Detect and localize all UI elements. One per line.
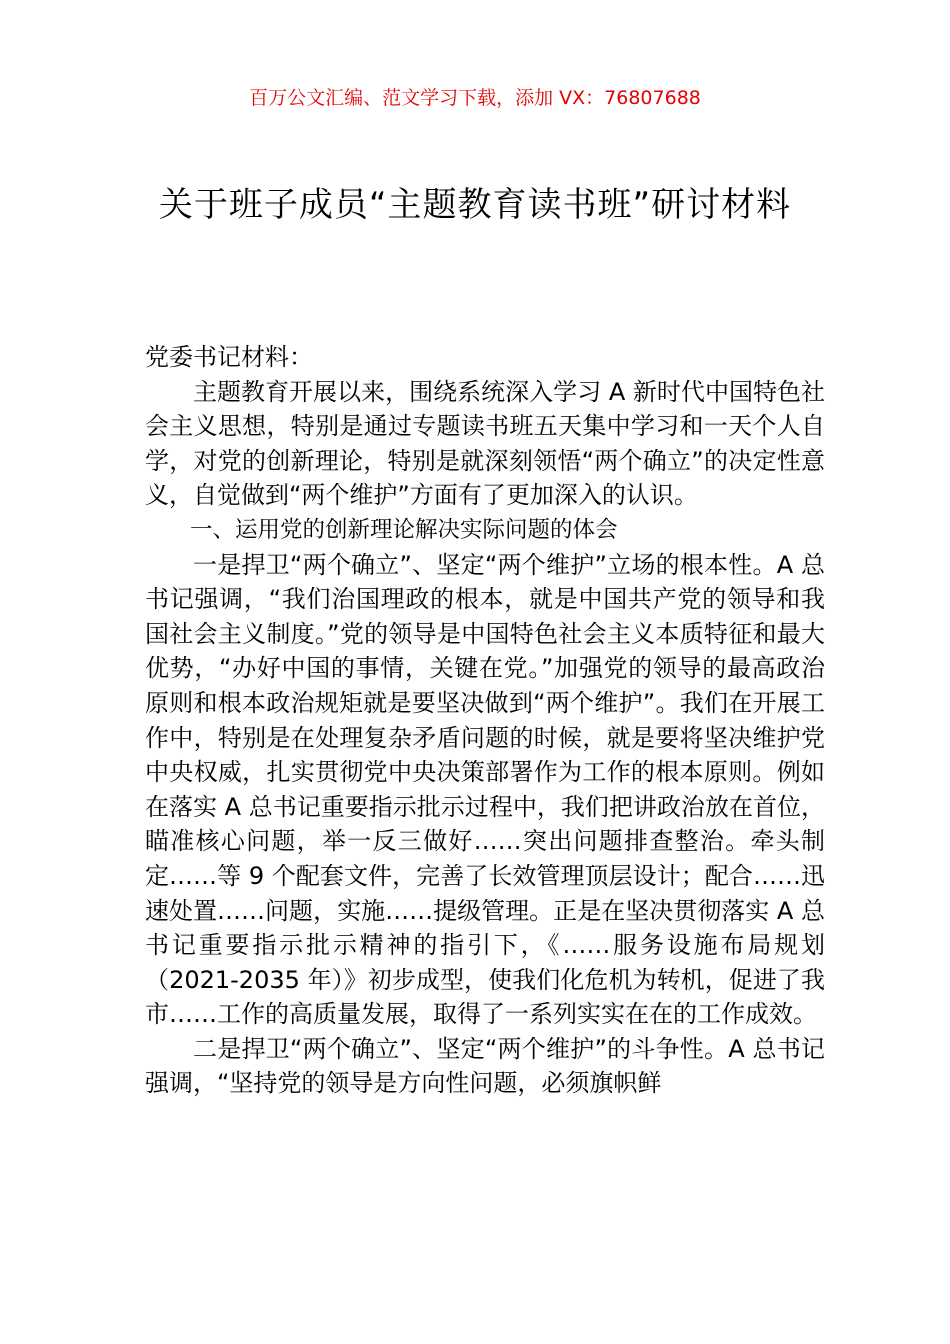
- document-title: 关于班子成员“主题教育读书班”研讨材料: [158, 185, 792, 225]
- body-paragraph: 一是捍卫“两个确立”、坚定“两个维护”立场的根本性。A 总书记强调，“我们治国理政的根本，就是中国共产党的领导和我国社会主义制度。”党的领导是中国特色社会主义本质特征和最大优势，“办好中国的事情，关键在党。”加强党的领导的最高政治原则和根本政治规矩就是要坚决做到“两个维护”。我们在开展工作中，特别是在处理复杂矛盾问题的时候，就是要将坚决维护党中央权威，扎实贯彻党中央决策部署作为工作的根本原则。例如在落实 A 总书记重要指示批示过程中，我们把讲政治放在首位，瞄准核心问题，举一反三做好……突出问题排查整治。牵头制定……等 9 个配套文件，完善了长效管理顶层设计；配合……迅速处置……问题，实施……提级管理。正是在坚决贯彻落实 A 总书记重要指示批示精神的指引下，《……服务设施布局规划（2021-2035 年）》初步成型，使我们化危机为转机，促进了我市……工作的高质量发展，取得了一系列实实在在的工作成效。: [145, 550, 825, 1029]
- body-paragraph: 二是捍卫“两个确立”、坚定“两个维护”的斗争性。A 总书记强调，“坚持党的领导是方向性问题，必须旗帜鲜: [145, 1034, 825, 1098]
- document-body: [145, 340, 825, 1101]
- section-heading: 一、运用党的创新理论解决实际问题的体会: [190, 516, 618, 543]
- download-notice: 百万公文汇编、范文学习下载，添加 VX：76807688: [249, 87, 701, 109]
- intro-paragraph: 主题教育开展以来，围绕系统深入学习 A 新时代中国特色社会主义思想，特别是通过专题读书班五天集中学习和一天个人自学，对党的创新理论，特别是就深刻领悟“两个确立”的决定性意义，自觉做到“两个维护”方面有了更加深入的认识。: [145, 377, 825, 510]
- section-label: 党委书记材料：: [145, 343, 313, 371]
